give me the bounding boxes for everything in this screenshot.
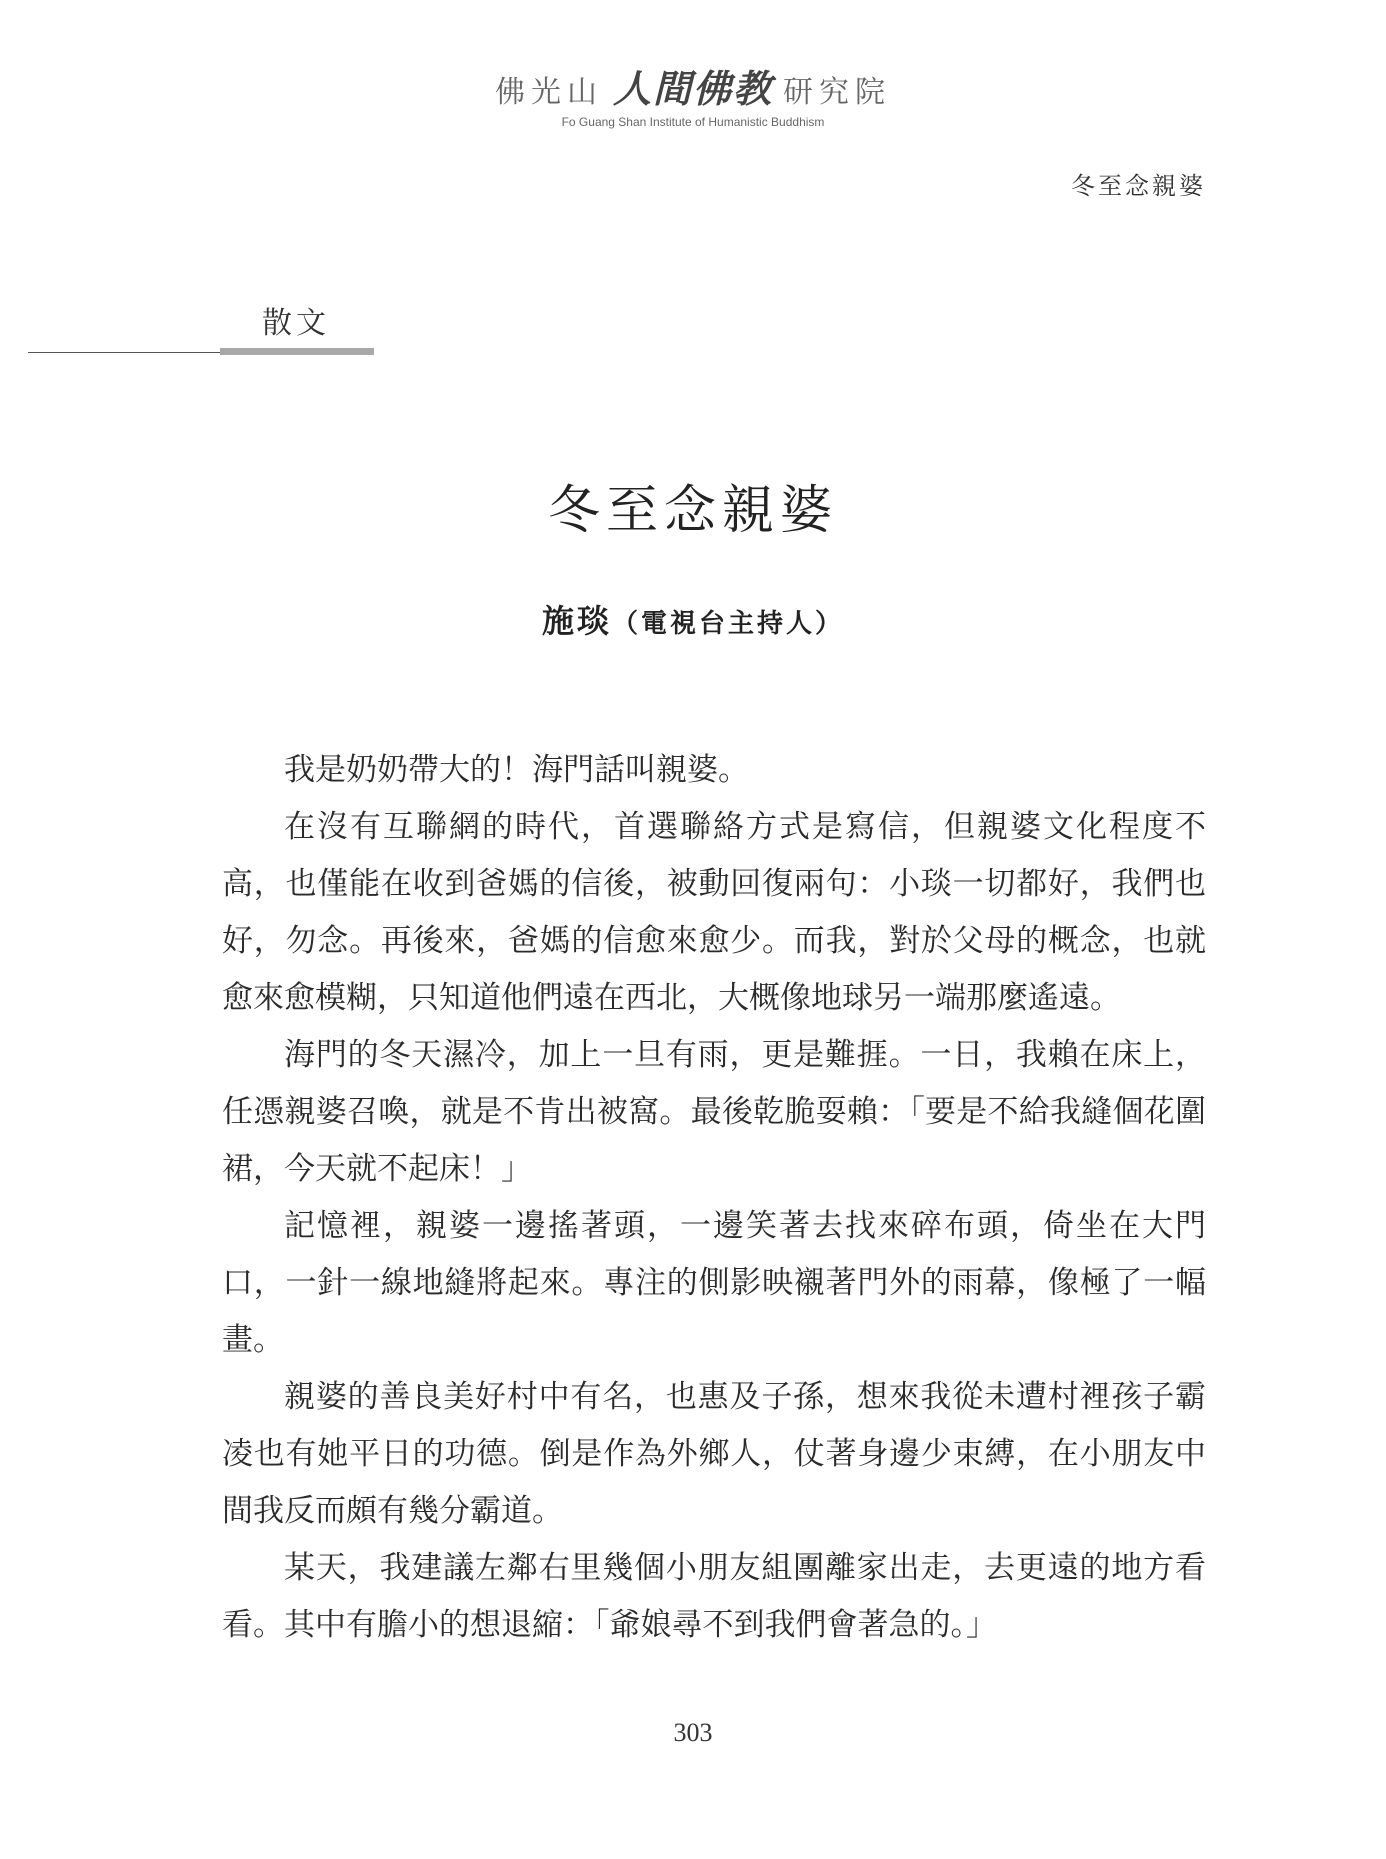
paragraph: 記憶裡，親婆一邊搖著頭，一邊笑著去找來碎布頭，倚坐在大門口，一針一線地縫將起來。專注的側影映襯著門外的雨幕，像極了一幅畫。 (222, 1208, 1206, 1358)
paragraph: 在沒有互聯網的時代，首選聯絡方式是寫信，但親婆文化程度不高，也僅能在收到爸媽的信後，被動回復兩句：小琰一切都好，我們也好，勿念。再後來，爸媽的信愈來愈少。而我，對於父母的概念，也就愈來愈模糊，只知道他們遠在西北，大概像地球另一端那麼遙遠。 (222, 809, 1206, 1016)
logo-emphasis: 人間佛教 (612, 66, 773, 111)
publisher-logo-text (495, 58, 891, 113)
logo-prefix: 佛光山 (494, 75, 603, 110)
article-body (222, 742, 1206, 1654)
logo-english: Fo Guang Shan Institute of Humanistic Buddhism (561, 115, 825, 129)
article-title: 冬至念親婆 (547, 481, 838, 541)
running-header-title: 冬至念親婆 (1071, 172, 1206, 200)
paragraph: 我是奶奶帶大的！海門話叫親婆。 (284, 752, 749, 788)
byline (0, 596, 1386, 642)
logo-suffix: 研究院 (783, 75, 891, 110)
section-label: 散文 (262, 306, 330, 341)
section-divider-accent (220, 348, 374, 355)
author-role: （電視台主持人） (612, 609, 845, 639)
paragraph: 某天，我建議左鄰右里幾個小朋友組團離家出走，去更遠的地方看看。其中有膽小的想退縮：「爺娘尋不到我們會著急的。」 (222, 1550, 1206, 1643)
publisher-logo (0, 58, 1386, 129)
author-name: 施琰 (541, 602, 612, 640)
paragraph: 親婆的善良美好村中有名，也惠及子孫，想來我從未遭村裡孩子霸凌也有她平日的功德。倒是作為外鄉人，仗著身邊少束縛，在小朋友中間我反而頗有幾分霸道。 (222, 1379, 1206, 1529)
page-number: 303 (673, 1718, 713, 1747)
paragraph: 海門的冬天濕冷，加上一旦有雨，更是難捱。一日，我賴在床上，任憑親婆召喚，就是不肯出被窩。最後乾脆耍賴：「要是不給我縫個花圍裙，今天就不起床！」 (222, 1037, 1206, 1187)
